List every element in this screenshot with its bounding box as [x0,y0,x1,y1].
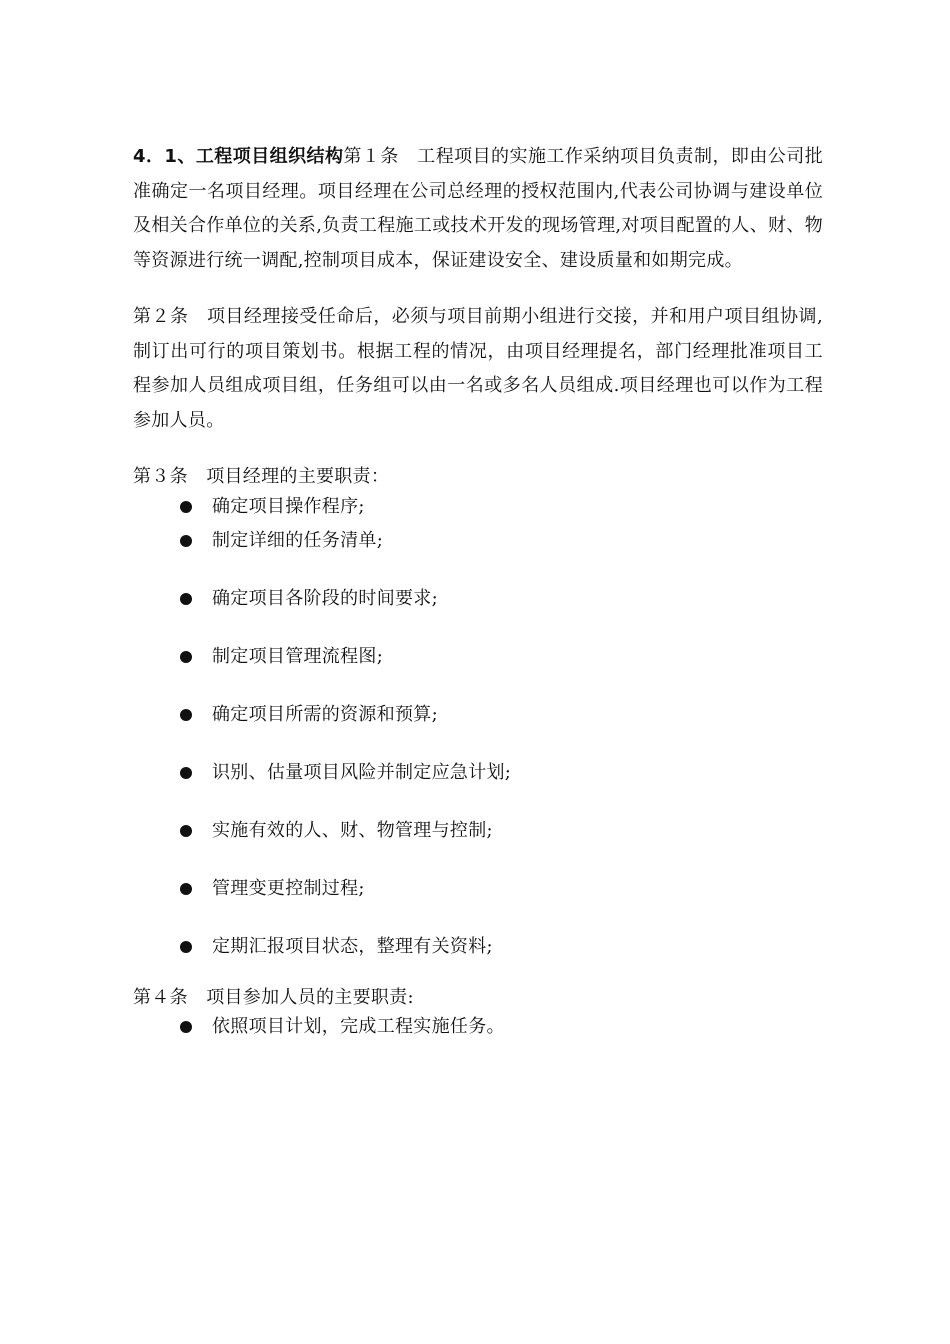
list-item-text: 确定项目所需的资源和预算; [212,703,438,725]
article-3-list [133,495,823,959]
list-item [133,1015,823,1039]
list-item-text: 实施有效的人、财、物管理与控制; [212,819,493,841]
list-item-text: 依照项目计划，完成工程实施任务。 [212,1016,505,1037]
list-item-text: 制定详细的任务清单; [212,529,384,551]
list-item [133,761,823,785]
bullet-icon [180,1021,192,1033]
list-item-text: 确定项目操作程序; [212,495,365,517]
article-2-paragraph: 第２条 项目经理接受任命后，必须与项目前期小组进行交接，并和用户项目组协调,制订出可行的项目策划书。根据工程的情况，由项目经理提名，部门经理批准项目工程参加人员组成项目组，任务组可以由一名或多名人员组成.项目经理也可以作为工程参加人员。 [133,306,823,431]
document-page [133,140,823,1039]
article-1-text: 第１条 工程项目的实施工作采纳项目负责制，即由公司批准确定一名项目经理。项目经理在公司总经理的授权范围内,代表公司协调与建设单位及相关合作单位的关系,负责工程施工或技术开发的现场管理,对项目配置的人、财、物等资源进行统一调配,控制项目成本，保证建设安全、建设质量和如期完成。 [133,146,823,271]
bullet-icon [180,709,192,721]
list-item-text: 定期汇报项目状态，整理有关资料; [212,935,493,957]
list-item-text: 管理变更控制过程; [212,877,365,899]
list-item [133,645,823,669]
bullet-icon [180,825,192,837]
article-1-paragraph [133,140,823,278]
list-item [133,529,823,553]
list-item-text: 确定项目各阶段的时间要求; [212,587,438,609]
section-heading: 4．1、工程项目组织结构 [133,146,344,167]
bullet-icon [180,941,192,953]
list-item [133,819,823,843]
article-3-title: 第３条 项目经理的主要职责： [133,466,390,487]
bullet-icon [180,651,192,663]
article-4-list [133,1015,823,1039]
bullet-icon [180,883,192,895]
list-item [133,587,823,611]
list-item [133,495,823,519]
list-item [133,877,823,901]
list-item [133,703,823,727]
bullet-icon [180,767,192,779]
bullet-icon [180,593,192,605]
list-item [133,935,823,959]
bullet-icon [180,535,192,547]
bullet-icon [180,501,192,513]
article-4-title: 第４条 项目参加人员的主要职责: [133,986,414,1008]
list-item-text: 制定项目管理流程图; [212,645,384,667]
list-item-text: 识别、估量项目风险并制定应急计划; [212,761,512,783]
